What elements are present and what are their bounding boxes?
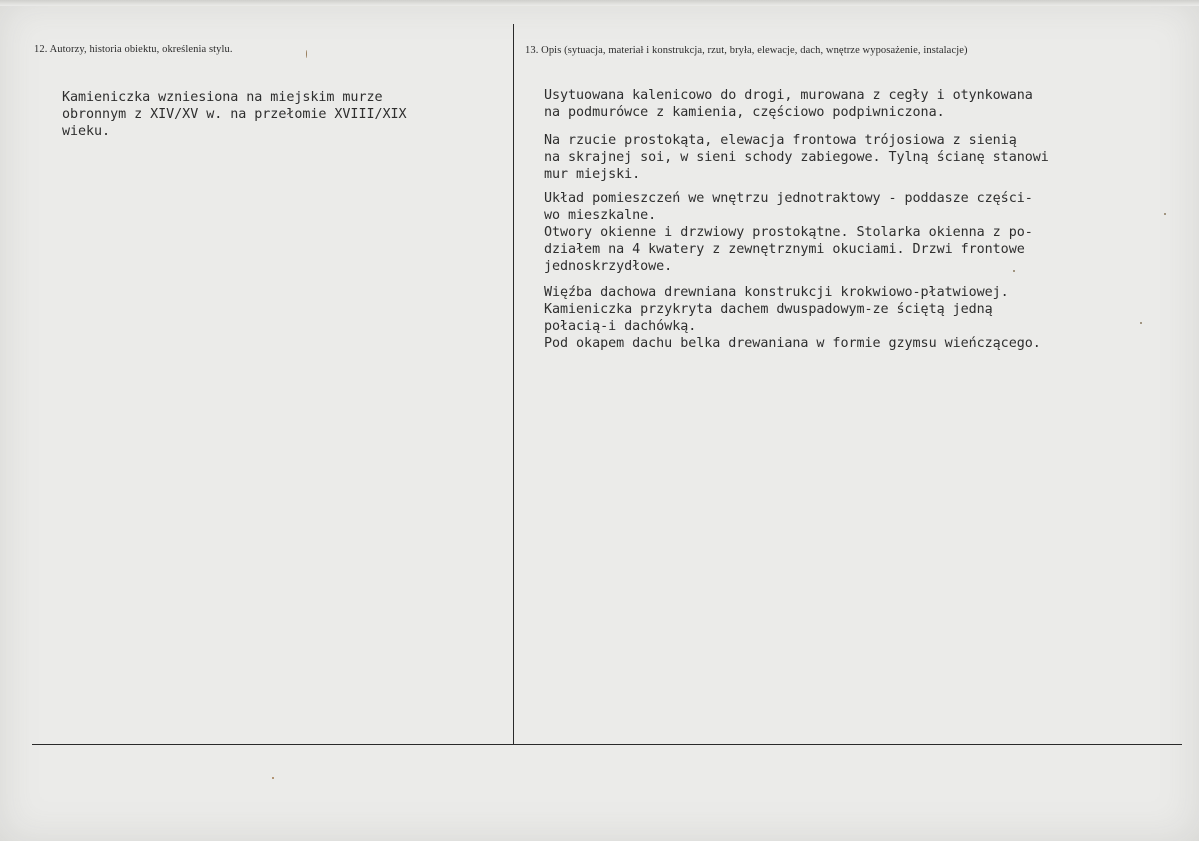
- paper-fleck: [1164, 213, 1166, 215]
- paper-fleck: [272, 777, 274, 779]
- pencil-mark: [306, 50, 307, 58]
- description-paragraph-roof: Więźba dachowa drewniana konstrukcji krokwiowo-płatwiowej. Kamieniczka przykryta dachem dwuspadowym-ze ściętą jedną połacią-i dachówką. Pod okapem dachu belka drewaniana w formie gzymsu wieńczącego.: [544, 285, 1041, 351]
- bottom-rule: [32, 744, 1182, 745]
- column-divider: [513, 24, 514, 744]
- field-12-history-text: Kamieniczka wzniesiona na miejskim murze obronnym z XIV/XV w. na przełomie XVIII/XIX wieku.: [62, 90, 407, 139]
- field-13-label: 13. Opis (sytuacja, materiał i konstrukcja, rzut, bryła, elewacje, dach, wnętrze wyposażenie, instalacje): [525, 45, 968, 56]
- description-paragraph-location: Usytuowana kalenicowo do drogi, murowana z cegły i otynkowana na podmurówce z kamienia, częściowo podpiwniczona.: [544, 88, 1033, 120]
- description-paragraph-interior: Układ pomieszczeń we wnętrzu jednotraktowy - poddasze części- wo mieszkalne. Otwory okienne i drzwiowy prostokątne. Stolarka okienna z po- działem na 4 kwatery z zewnętrznymi okuciami. Drzwi frontowe jednoskrzydłowe.: [544, 191, 1033, 274]
- paper-fleck: [1013, 270, 1015, 272]
- card-top-edge: [0, 0, 1199, 6]
- paper-fleck: [1140, 322, 1142, 324]
- field-12-label: 12. Autorzy, historia obiektu, określenia stylu.: [34, 44, 233, 55]
- description-paragraph-plan: Na rzucie prostokąta, elewacja frontowa trójosiowa z sienią na skrajnej soi, w sieni schody zabiegowe. Tylną ścianę stanowi mur miejski.: [544, 133, 1049, 182]
